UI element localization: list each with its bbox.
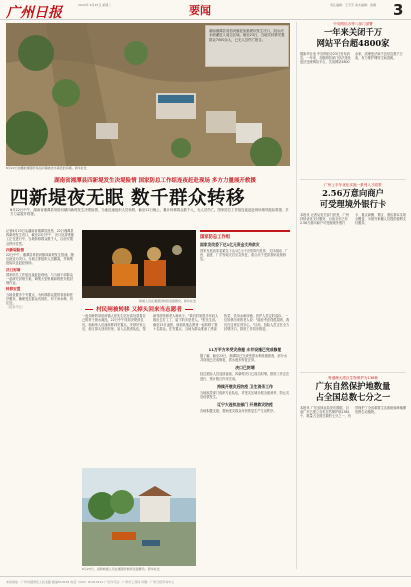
rescue-night-photo — [82, 230, 196, 298]
mid-right-para-1: 据了解，截至23日，湘潭县已完成受损水利设施排查，部分水井设施已完成修复，供水逐步恢复正常。 — [200, 354, 287, 363]
left-source: （据新华社） — [6, 305, 26, 310]
right-story-1-headline: 一年来关闭千万 网站平台超4800家 — [316, 27, 390, 48]
page-footer: 本报地址：广州市越秀区人民北路 邮编510034 电话（020）81919191 广告许可证：广州市工商局 印刷：广州日报印务中心 — [0, 576, 411, 587]
right-story-2-text: 本报讯 记者从有关部门获悉，广州持续优化支付服务，目前全市已有2.56万意向商户可受理境外银行卡，重点商圈、景区、酒店基本实现全覆盖，为境外来穗人员提供便利支付服务。 — [300, 213, 406, 226]
box-title: 国家防总工作组 — [200, 235, 231, 240]
right-story-1-kicker: 中央网信办等八部门部署 — [333, 22, 373, 26]
rescue-illustration — [82, 230, 196, 298]
mid-right-para-3: 当地疾控部门组织专业队伍，对受灾区域开展全面消杀，防止灾后疫情发生。 — [200, 390, 290, 400]
left-para-3: 当地设置多个安置点，为转移群众提供食宿和医疗服务，确保受灾群众有饭吃、有干净水喝、有住处。 — [6, 292, 73, 306]
left-para-1: 22日中午，湘潭县易俗河镇四新堤发生管涌，随后演变为决口。当地立即组织人员撤离，并调集抢险队伍赶赴现场。 — [6, 253, 74, 266]
right-story-3-text: 本报讯 广东省林业局发布数据，目前广东已建立各类自然保护地1361个，数量占全国总数的七分之一，有效保护了全省重要生态系统和珍稀濒危野生动植物。 — [300, 406, 406, 419]
box-text: 国家发展改革委紧急下达1亿元中央预算内投资，支持湖南、广西、福建、广东等地灾后应急恢复，重点用于受损基础设施修复。 — [200, 249, 289, 262]
left-lead: 记者6月23日从湖南省湘潭县获悉，22日湘潭县四新堤发生决口，截至23日中午，决口处封堵施工正在进行中，当地转移群众数千人，目前安置点秩序井然。 — [6, 229, 74, 246]
left-para-2: 国家防总工作组连夜赶赴现场，与当地干部群众一起研究封堵方案，调集大型机械和物资开展封堵作业。 — [6, 272, 73, 286]
editor-credits: 责任编辑：王芳芳 美术编辑：雷翼 — [330, 3, 376, 7]
left-column — [6, 229, 76, 574]
main-headline[interactable]: 四新堤夜无眠 数千群众转移 — [10, 188, 245, 209]
flooded-village-photo — [82, 468, 196, 566]
left-subhead-3: 转移安置 — [6, 287, 21, 292]
left-subhead-1: 四新堤险情 — [6, 247, 24, 252]
right-story-1-text: 据新华社电 中央网信办23日发布消息，一年来，各级网信部门依法查处违法违规网站平台，关闭网站4800余家，清理违法和不良信息数千万条，有力维护网络空间清朗。 — [300, 52, 403, 65]
mid-right-para-2: 经过抢险人员连续奋战，四新堤决口已成功封堵。排涝工作正在进行，预计数日内可完成。 — [200, 372, 290, 381]
mid-right-subhead-1: 11万平方米受灾房屋 水井设施已完成修复 — [208, 347, 282, 352]
right-story-3-kicker: 粤港澳大湾区生物保护为136种 — [328, 376, 378, 380]
right-story-1[interactable] — [300, 22, 406, 180]
left-subhead-2: 决口封堵 — [6, 267, 21, 272]
mid-right-para-4: 各地积极支援，帮助受灾群众尽快恢复生产生活秩序。 — [200, 409, 277, 414]
photo-callout: 湖南湘潭县易俗河镇泥灰港堤坝发生决口，涓水河水倒灌进入周边区域。截至23日，当地共转移安置群众7000余人，已无人员伤亡报告。 — [205, 25, 289, 67]
section-title: 要闻 — [189, 4, 211, 17]
issue-date: 2024年 6月25日 星期二 — [78, 3, 112, 7]
newspaper-logo: 广州日报 — [6, 5, 62, 21]
right-story-2-kicker: 广州上半年优化实施一系列人才政策 — [324, 183, 382, 187]
box-subtitle: 国家发改委下达1亿元资金支持救灾 — [200, 242, 260, 247]
top-photo-caption: 6月22日拍摄的湘潭县易俗河镇被洪水淹没的房屋。新华社发 — [6, 166, 87, 170]
story-intro: 6月22日中午，湖南省湘潭县易俗河镇四新堤发生决堤险情，当地迅速组织人员转移，截至22日晚上，累计转移群众数千人，无人员伤亡。国家防总工作组连夜赶赴现场指导抢险救援，多方力量展开救援。 — [10, 208, 289, 217]
right-story-3[interactable] — [300, 376, 406, 566]
right-story-2-headline: 2.56万意向商户 可受理境外银行卡 — [319, 188, 387, 209]
mid-right-subhead-3: 持续开展灾后防疫 卫生消杀工作 — [217, 383, 273, 389]
masthead-bar — [0, 0, 411, 20]
right-story-2[interactable] — [300, 183, 406, 373]
right-story-3-headline: 广东自然保护地数量 占全国总数七分之一 — [315, 381, 391, 402]
flooded-village-illustration — [82, 468, 196, 566]
page-number: 3 — [393, 1, 404, 19]
mid-right-subhead-4: 辽宁大连执法部门 开展救灾防疫 — [217, 402, 273, 408]
villager-story-body: 一夜未眠的易俗河镇人张先生站在高处望着自己的村子被水淹没。22日中午得知决堤消息后，他和家人迅速转移到安置点。安顿好家人后，他又掉头回到村里，加入志愿者队伍，帮助邻居转移老人和孩子。"我们村里很多年轻人都出去打工了，留下的多是老人。"张先生说。截至23日凌晨，他和其他志愿者一起转移了数十名群众。在安置点，当地为群众准备了热饭热菜、饮用水和床铺，医护人员定时巡诊。一位转移出来的老人说："政府考虑得很周到，我们在这里住得安心。"目前，抢险人员正在全力封堵决口，排涝工作同步推进。 — [82, 314, 290, 331]
villager-story-title[interactable]: 村民闸被转移 又掉头回来当志愿者 — [82, 305, 196, 313]
mid-right-subhead-2: 决口已封堵 — [235, 365, 255, 371]
bottom-photo-caption: 6月23日，消防救援人员在湘潭县转移受困群众。新华社发 — [82, 567, 160, 571]
mid-photo-caption: 救援人员在湘潭县转移受困群众。新华社发 — [138, 299, 196, 303]
middle-right-column — [200, 344, 290, 566]
right-news-column — [296, 22, 406, 569]
story-kicker: 湖南省湘潭县四新堤发生决堤险情 国家防总工作组连夜赶赴现场 多方力量展开救援 — [54, 178, 256, 184]
